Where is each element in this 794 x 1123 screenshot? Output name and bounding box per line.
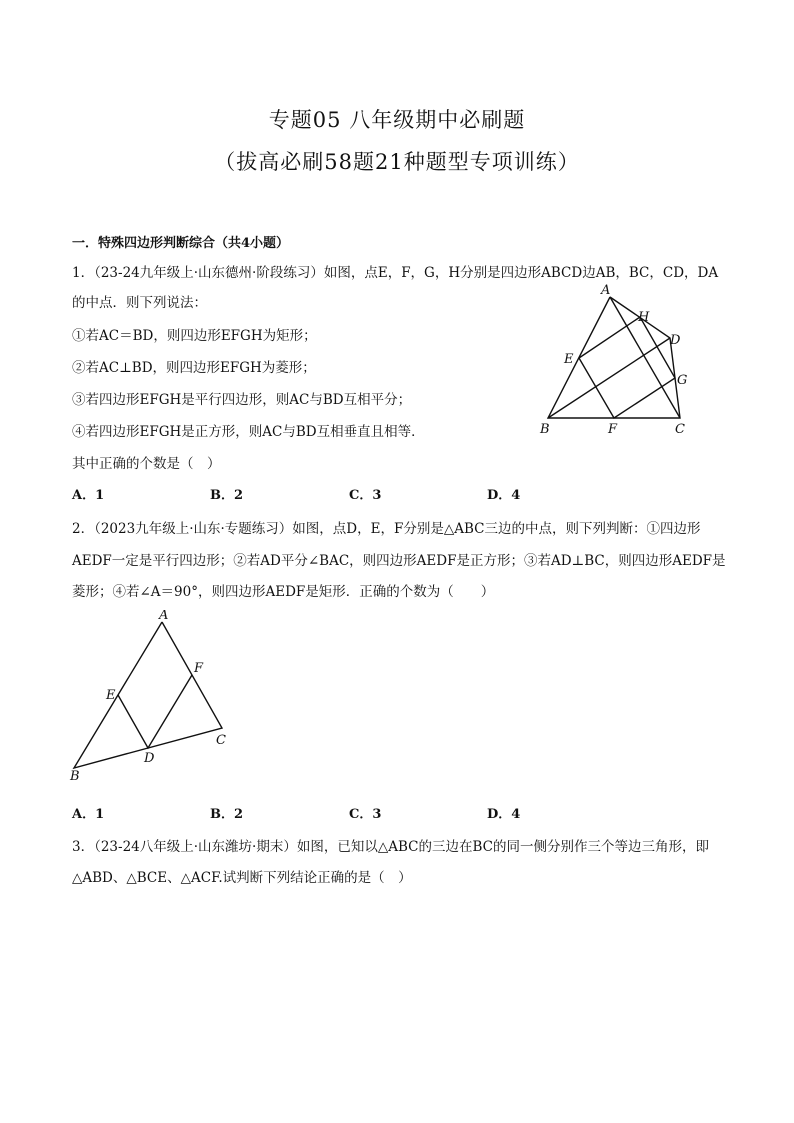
q2-label-b: B	[70, 769, 80, 784]
q1-label-h: H	[638, 310, 650, 325]
q2-option-a[interactable]: A．1	[72, 807, 105, 822]
q2-option-d[interactable]: D．4	[487, 807, 521, 822]
q2-stem-line3: 菱形；④若∠A＝90°，则四边形AEDF是矩形．正确的个数为（ ）	[72, 584, 495, 600]
q1-statement-4: ④若四边形EFGH是正方形，则AC与BD互相垂直且相等．	[72, 424, 425, 440]
q1-option-b[interactable]: B．2	[210, 488, 244, 503]
q1-statement-3: ③若四边形EFGH是平行四边形，则AC与BD互相平分；	[72, 392, 412, 408]
q2-stem-line2: AEDF一定是平行四边形；②若AD平分∠BAC，则四边形AEDF是正方形；③若AD⊥BC，则四边形AEDF是	[72, 553, 726, 569]
q1-label-b: B	[540, 422, 550, 437]
q2-label-c: C	[216, 733, 226, 748]
q1-label-a: A	[601, 283, 611, 298]
q1-option-a[interactable]: A．1	[72, 488, 105, 503]
section-heading: 一．特殊四边形判断综合（共4小题）	[72, 236, 290, 251]
q1-stem-line1: 1．（23-24九年级上·山东德州·阶段练习）如图，点E，F，G，H分别是四边形ABCD边AB，BC，CD，DA	[72, 265, 719, 281]
q2-option-c[interactable]: C．3	[349, 807, 382, 822]
q1-figure	[530, 280, 710, 440]
q1-option-d[interactable]: D．4	[487, 488, 521, 503]
page-title: 专题05 八年级期中必刷题	[268, 108, 526, 132]
q2-label-e: E	[106, 688, 116, 703]
q1-statement-1: ①若AC＝BD，则四边形EFGH为矩形；	[72, 328, 317, 344]
q2-triangle	[74, 622, 222, 768]
q2-stem-line1: 2．（2023九年级上·山东·专题练习）如图，点D，E，F分别是△ABC三边的中点，则下列判断：①四边形	[72, 521, 701, 537]
q1-label-d: D	[670, 333, 681, 348]
q2-label-d: D	[144, 751, 155, 766]
q1-label-g: G	[677, 373, 688, 388]
q1-diagonal-bd	[548, 338, 670, 418]
q3-stem-line2: △ABD、△BCE、△ACF.试判断下列结论正确的是（ ）	[72, 870, 412, 886]
q2-figure	[62, 610, 242, 790]
q2-label-f: F	[194, 661, 204, 676]
page-subtitle: （拔高必刷58题21种题型专项训练）	[214, 150, 580, 174]
q1-label-c: C	[675, 422, 685, 437]
q1-statement-2: ②若AC⊥BD，则四边形EFGH为菱形；	[72, 360, 316, 376]
q2-option-b[interactable]: B．2	[210, 807, 244, 822]
q1-stem-line2: 的中点．则下列说法：	[72, 295, 207, 311]
q1-ask: 其中正确的个数是（ ）	[72, 456, 221, 472]
q1-label-e: E	[564, 352, 574, 367]
q2-parallelogram	[118, 675, 192, 748]
q1-label-f: F	[608, 422, 618, 437]
q2-label-a: A	[159, 610, 169, 623]
q3-stem-line1: 3．（23-24八年级上·山东潍坊·期末）如图，已知以△ABC的三边在BC的同一侧分别作三个等边三角形，即	[72, 839, 709, 855]
q1-option-c[interactable]: C．3	[349, 488, 382, 503]
